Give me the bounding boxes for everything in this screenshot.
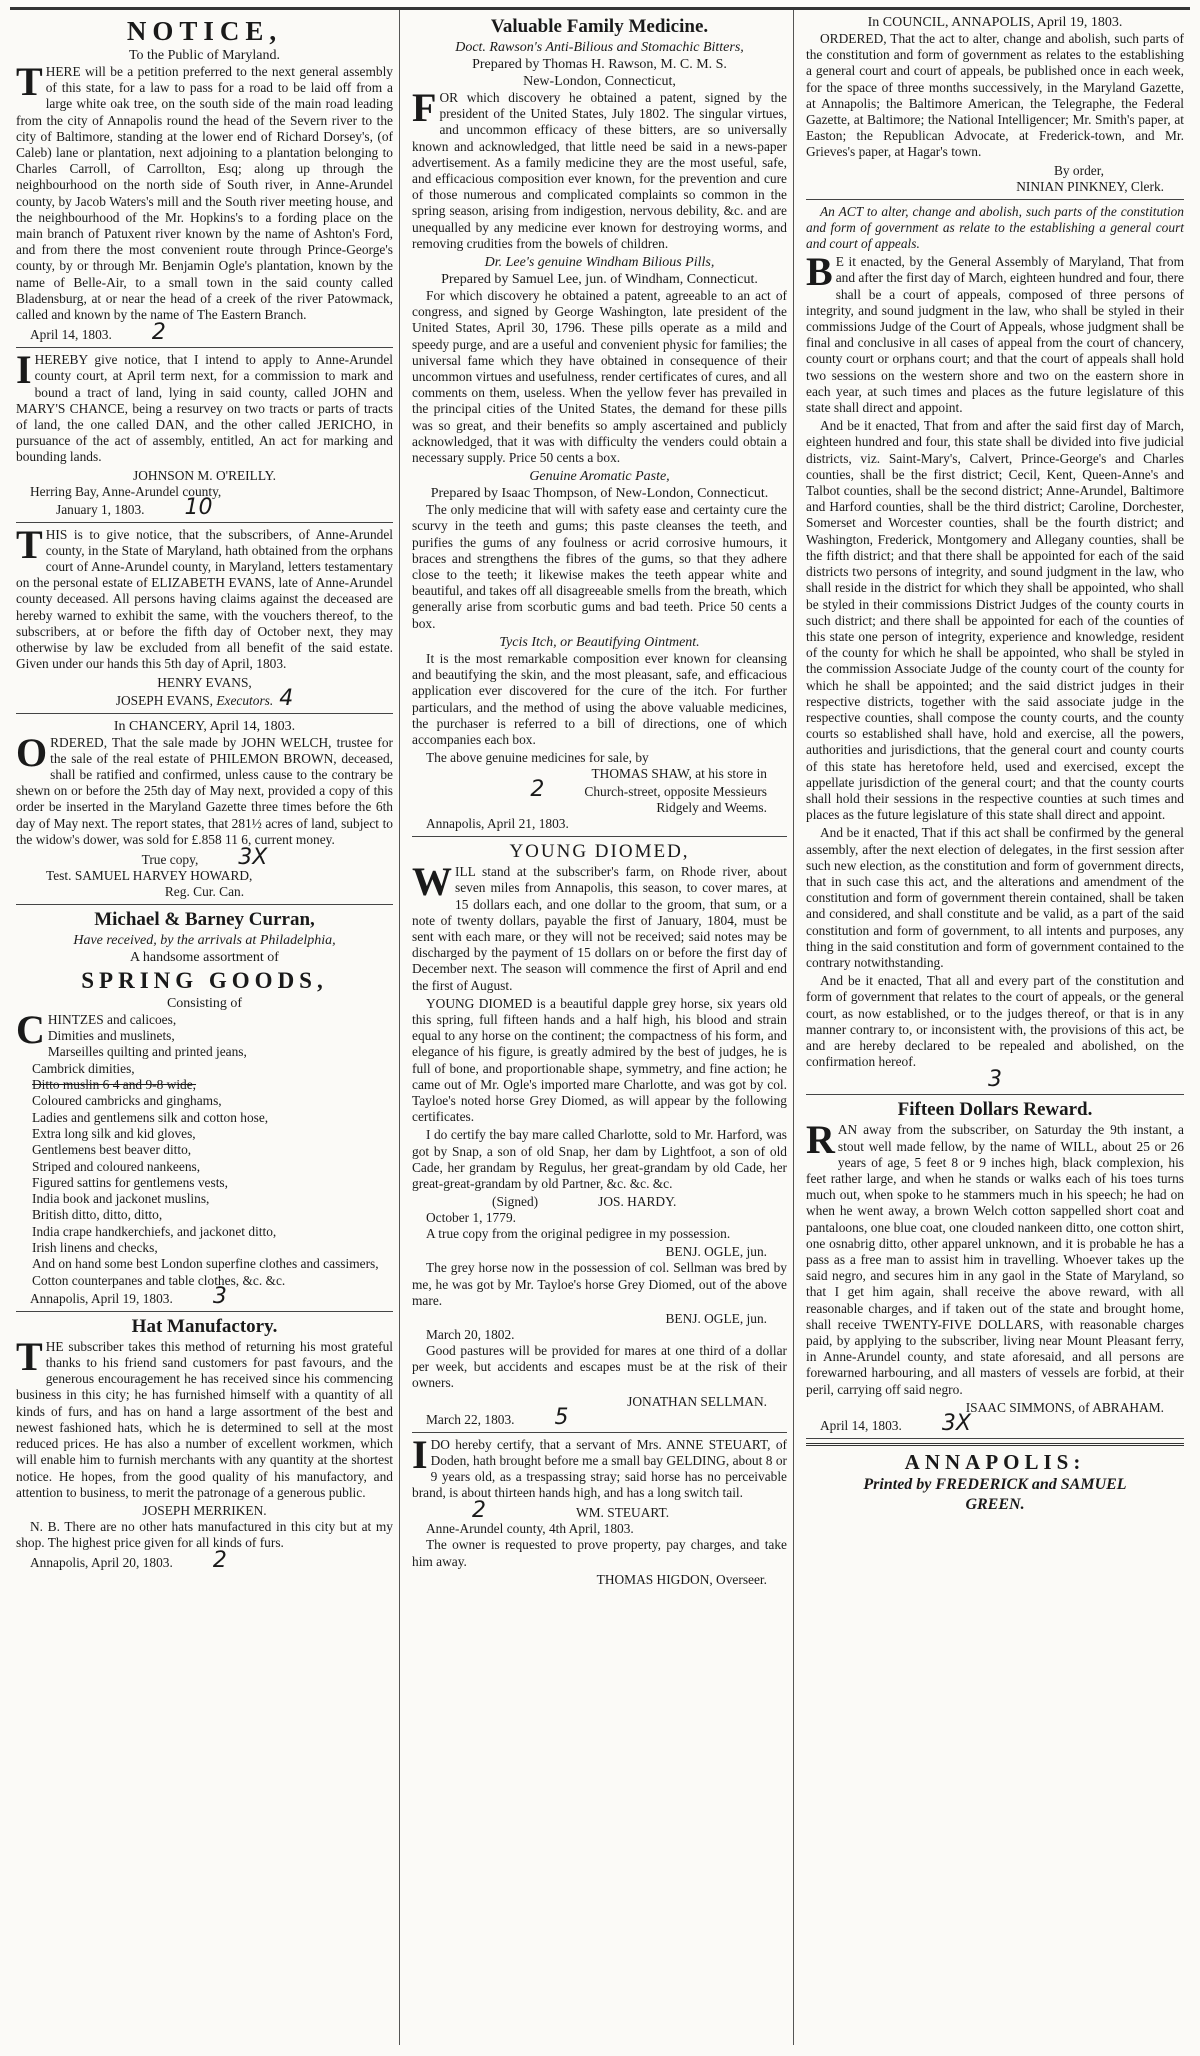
diomed-body-1: ILL stand at the subscriber's farm, on Rhode river, about seven miles from Annapolis, this season, to cover mares, at 15 dollars each, and one dollar to the groom, that sum, or a note of twenty dollars, payable the first of January, 1804, must be sent with each mare, or they will not be received; said notes may be discharged by the payment of 15 dollars on or before the first day of December next. The season will commence the first of April and end the first of August. [412, 864, 787, 993]
diomed-body-4: The grey horse now in the possession of col. Sellman was bred by me, he was got by Mr. Tayloe's horse Grey Diomed, out of the above mare. [412, 1260, 787, 1308]
list-item: Irish linens and checks, [32, 1239, 158, 1255]
medicine-date: Annapolis, April 21, 1803. [426, 816, 569, 832]
steuart-dropcap: I [412, 1431, 428, 1477]
curran-consisting: Consisting of [166, 995, 243, 1011]
diomed-body-2: YOUNG DIOMED is a beautiful dapple grey horse, six years old this spring, full fifteen hands and a half high, his blood and strain equal to any horse on the continent; the compactness of his form, and elegance of his figure, is greatly admired by the best of judges, he is full of bone, and proportionable shape, symmetry, and fine action; he came out of Mr. Ogle's imported mare Charlotte, and was got by col. Tayloe's noted horse Grey Diomed, as will appear by the following certificates. [412, 995, 787, 1125]
paste-title: Genuine Aromatic Paste, [529, 469, 670, 485]
steuart-body: DO hereby certify, that a servant of Mrs. ANNE STEUART, of Doden, hath brought before me a small bay GELDING, about 8 or 9 years old, as a trespassing stray; said horse has no perceivable brand, is about thirteen hands high, and has a long switch tail. [412, 1436, 787, 1501]
diomed-body-5: Good pastures will be provided for mares at one third of a dollar per week, but accidents and escapes must be at the risk of their owners. [412, 1342, 787, 1391]
medicine-sub-1: Doct. Rawson's Anti-Bilious and Stomachic Bitters, [455, 40, 744, 55]
paste-sub: Prepared by Isaac Thompson, of New-London, Connecticut. [430, 486, 769, 502]
list-item: And on hand some best London superfine clothes and cassimers, [32, 1256, 379, 1272]
council-body: ORDERED, That the act to alter, change and abolish, such parts of the constitution and form of government as relates to the establishing a general court and court of appeals, be published once in each week, for the space of three months successively, in the Maryland Gazette, at Annapolis; the Baltimore American, the Telegraphe, the Federal Gazette, at Baltimore; the National Intelligencer; Mr. Smith's paper, at Easton; the Republican Advocate, at Frederick-town, and Mr. Grieves's paper, at Hagar's town. [806, 31, 1184, 160]
oreilly-handwritten-mark: 10 [184, 494, 213, 520]
act-body-1: E it enacted, by the General Assembly of Maryland, That from and after the first day of March, eighteen hundred and four, there shall be a court of appeals, composed of three persons of integrity, and sound judgment in the law, who shall be styled in their commissions Judge of the Court of Appeals, whose judgment shall be final and conclusive in all cases of appeal from the court of chancery, county court or orphans court; and that the court of appeals shall hold two sessions on the western shore and two on the eastern shore in each year, at such times and places as the future legislature of this state shall direct and appoint. [806, 254, 1184, 416]
council-order [806, 14, 1184, 200]
oreilly-body: HEREBY give notice, that I intend to apply to Anne-Arundel county court, at April term next, for a commission to mark and bound a tract of land, lying in said county, called JOHN and MARY'S CHANCE, being a resurvey on two tracts or parts of tracts of land, the one called DAN, and the other called JERICHO, in pursuance of the act of assembly, entitled, An act for marking and bounding lands. [16, 352, 393, 465]
council-signer: NINIAN PINKNEY, Clerk. [1016, 178, 1164, 194]
medicine-dropcap: F [412, 85, 437, 130]
curran-spring-goods [16, 909, 393, 1312]
chancery-order [16, 718, 393, 905]
curran-goods-heading: SPRING GOODS, [81, 967, 328, 993]
list-item: British ditto, ditto, ditto, [32, 1207, 163, 1223]
hat-title: Hat Manufactory. [131, 1315, 278, 1337]
act-dropcap: B [806, 249, 833, 295]
medicine-title: Valuable Family Medicine. [490, 16, 709, 37]
list-item: Coloured cambricks and ginghams, [32, 1093, 222, 1109]
reward-body: AN away from the subscriber, on Saturday the 9th instant, a stout well made fellow, by the name of WILL, about 25 or 26 years of age, 5 feet 8 or 9 inches high, black complexion, his feet rather large, and when he stands or walks each of his toes turns much out, when spoke to he stammers much in his speech; he had on when he went away, a brown Welch cotton sappelled short coat and pantaloons, one blue coat, one clouded nankeen ditto, one cotton shirt, one osnabrig ditto, other apparel unknown, and it is probable he has a pass as a free man to assist him in travelling. Whoever takes up the said negro, and secures him in any gaol in the State of Maryland, so that I get him again, shall receive the above reward, with all reasonable charges, and if taken out of the state and brought home, shall receive TWENTY-FIVE DOLLARS, with reasonable charges paid, by applying to the subscriber, living near Mount Pleasant ferry, in Anne-Arundel county, and state aforesaid, and all persons are forewarned harbouring, and all masters of vessels are forbid, at their peril, carrying off said negro. [806, 1122, 1184, 1397]
evans-signer-2: JOSEPH EVANS, [115, 692, 213, 708]
medicine-sub-2: Prepared by Thomas H. Rawson, M. C. M. S. [472, 57, 727, 72]
evans-signer-1: HENRY EVANS, [157, 674, 252, 690]
hat-body: HE subscriber takes this method of returning his most grateful thanks to his friend sand customers for past favours, and the generous encouragement he has received since his commencing business in this city; he has furnished himself with a quantity of all kinds of furs, and has on hand a large assortment of the best and newest fashioned hats, which he is determined to sell at the most reduced prices. He has also a number of excellent workmen, which will enable him to furnish merchants with any quantity at the shortest notice. He hopes, from the good quality of his manufactory, and attention to business, to merit the patronage of a generous public. [16, 1338, 393, 1500]
curran-dropcap: C [16, 1006, 45, 1052]
notice-date: April 14, 1803. [30, 327, 112, 343]
hat-nb: N. B. There are no other hats manufactured in this city but at my shop. The highest price given for all kinds of furs. [16, 1518, 393, 1551]
list-item: Gentlemens best beaver ditto, [32, 1142, 192, 1158]
diomed-october: October 1, 1779. [426, 1210, 516, 1226]
diomed-body-3: I do certify the bay mare called Charlotte, sold to Mr. Harford, was got by Snap, a son of old Snap, her dam by Lightfoot, a son of old Cade, her grandam by Regulus, her great-grandam by old Cade, her great-great-grandam by old Partner, &c. &c. &c. [412, 1127, 787, 1191]
steuart-higdon: THOMAS HIGDON, Overseer. [596, 1571, 767, 1587]
lee-title: Dr. Lee's genuine Windham Bilious Pills, [484, 255, 715, 271]
diomed-title: YOUNG DIOMED, [509, 841, 690, 863]
printer-imprint [806, 1450, 1184, 1515]
evans-body: HIS is to give notice, that the subscribers, of Anne-Arundel county, in the State of Maryland, hath obtained from the orphans court of Anne-Arundel county, in Maryland, letters testamentary on the personal estate of ELIZABETH EVANS, late of Anne-Arundel county deceased. All persons having claims against the deceased are hereby warned to exhibit the same, with the vouchers thereof, to the subscribers, at or before the fifth day of October next, they may otherwise by law be excluded from all benefit of the said estate. Given under our hands this 5th day of April, 1803. [16, 526, 393, 672]
notice-subtitle: To the Public of Maryland. [128, 48, 281, 63]
act-body-3: And be it enacted, That if this act shall be confirmed by the general assembly, after the next election of delegates, in the first session after such new election, as the constitution and form of government directs, that in such case this act, and the alterations and amendment of the constitution and form of government therein contained, shall be taken and considered, and shall constitute and be valid, as a part of the said constitution and form of government, to all intents and purposes, any thing in the said constitution and form of government contained to the contrary notwithstanding. [806, 825, 1184, 970]
list-item: India book and jackonet muslins, [32, 1191, 210, 1207]
chancery-reg: Reg. Cur. Can. [164, 883, 245, 899]
evans-estate-notice [16, 521, 393, 714]
curran-handwritten-mark: 3 [212, 1283, 227, 1309]
list-item: India crape handkerchiefs, and jackonet ditto, [32, 1223, 277, 1239]
chancery-test: Test. SAMUEL HARVEY HOWARD, [46, 867, 253, 883]
diomed-signed: (Signed) [492, 1194, 539, 1210]
fifteen-dollars-reward [806, 1099, 1184, 1438]
list-item: Dimities and muslinets, [47, 1028, 175, 1044]
itch-title: Tycis Itch, or Beautifying Ointment. [499, 634, 700, 650]
medicine-sale: The above genuine medicines for sale, by [426, 750, 649, 766]
council-by-order: By order, [1053, 162, 1104, 178]
evans-dropcap: T [16, 521, 43, 567]
medicine-seller-2: Church-street, opposite Messieurs [584, 784, 767, 800]
diomed-march-22: March 22, 1803. [426, 1411, 515, 1427]
list-item: Cambrick dimities, [32, 1060, 135, 1076]
act-body-4: And be it enacted, That all and every part of the constitution and form of government that relates to the court of appeals, or the general court, as now established, or to the judges thereof, or that is in any manner contrary to, or inconsistent with, the provisions of this act, be and are hereby declared to be repealed and abolished, on the confirmation hereof. [806, 973, 1184, 1070]
act-body-2: And be it enacted, That from and after the said first day of March, eighteen hundred and four, this state shall be divided into five judicial districts, viz. Saint-Mary's, Calvert, Prince-George's and Charles counties, shall be the first district; Cecil, Kent, Queen-Anne's and Talbot counties, shall be the second district; Anne-Arundel, Baltimore and Harford counties, shall be the third district; Caroline, Dorchester, Somerset and Worcester counties, shall be the fourth district; and Washington, Frederick, Montgomery and Allegany counties, shall be the fifth district; and that there shall be appointed for each of the said districts two persons of integrity, and sound judgment in the law, who shall reside in the district for which they shall be appointed, who shall be styled in their commissions District Judges of the county courts in such district; and there shall be appointed for each of the counties of this state one person of integrity, experience and knowledge, resident of the county for which he shall be appointed, who shall be styled in the commission Associate Judge of the county court of the county for which he shall be appointed; and the said district judges in their respective districts, together with the said associate judge in the respective counties, shall compose the county courts, and the county courts so established shall have, hold and exercise, all the powers, authorities and jurisdictions, that the general court and county courts of this state has heretofore held, used and exercised, except the appellate jurisdiction of the general court; and that the county courts shall hold their sessions in the respective counties at such times and places as the future legislature of this state shall direct and appoint. [806, 418, 1184, 823]
diomed-ogle: BENJ. OGLE, jun. [665, 1244, 767, 1260]
medicine-body-1: OR which discovery he obtained a patent, signed by the president of the United States, July 1802. The singular virtues, and uncommon efficacy of these bitters, are so universally known and acknowledged, that little need be said in a news-paper advertisement. As a family medicine they are the most useful, safe, and efficacious composition ever known, for the prevention and cure of those numerous and complicated complaints so common in the spring season, arising from indigestion, nervous debility, &c. and are unequalled by any medicine ever known for destroying worms, and removing crudities from the bowels of children. [412, 90, 787, 251]
medicine-seller: THOMAS SHAW, at his store in [591, 766, 767, 782]
medicine-handwritten-mark: 2 [530, 777, 545, 803]
hat-dropcap: T [16, 1333, 43, 1379]
steuart-date: Anne-Arundel county, 4th April, 1803. [426, 1521, 634, 1537]
chancery-copy: True copy, [141, 851, 199, 867]
notice-dropcap: T [16, 59, 43, 104]
curran-date: Annapolis, April 19, 1803. [30, 1290, 173, 1306]
list-item: Cotton counterpanes and table clothes, &c. &c. [32, 1272, 286, 1288]
family-medicine-ad [412, 16, 787, 837]
list-item: Striped and coloured nankeens, [32, 1158, 201, 1174]
lee-sub: Prepared by Samuel Lee, jun. of Windham, Connecticut. [441, 272, 758, 288]
oreilly-signer: JOHNSON M. O'REILLY. [133, 467, 276, 483]
list-item: Ditto muslin 6 4 and 9-8 wide, [32, 1077, 197, 1093]
newspaper-page [10, 7, 1190, 2045]
notice-title: NOTICE, [126, 16, 283, 46]
steuart-owner: The owner is requested to prove property, pay charges, and take him away. [412, 1537, 787, 1569]
list-item: Extra long silk and kid gloves, [32, 1125, 196, 1141]
chancery-heading: In CHANCERY, April 14, 1803. [113, 718, 296, 734]
hat-signer: JOSEPH MERRIKEN. [142, 1502, 267, 1518]
evans-role: Executors. [216, 692, 274, 708]
list-item: Figured sattins for gentlemens vests, [32, 1174, 228, 1190]
diomed-copy: A true copy from the original pedigree in my possession. [426, 1226, 731, 1242]
diomed-sellman: JONATHAN SELLMAN. [627, 1393, 767, 1409]
medicine-body-4: It is the most remarkable composition ever known for cleansing and beautifying the skin, and the most pleasant, safe, and efficacious application ever discovered for the cure of the itch. For further particulars, and the method of using the above valuable medicines, the purchaser is referred to a bill of directions, one of which accompanies each box. [412, 650, 787, 747]
column-2 [406, 10, 794, 2045]
notice-handwritten-mark: 2 [151, 320, 166, 346]
hat-manufactory [16, 1316, 393, 1575]
chancery-dropcap: O [16, 729, 48, 775]
reward-date: April 14, 1803. [820, 1417, 902, 1433]
evans-handwritten-mark: 4 [279, 685, 294, 711]
reward-dropcap: R [806, 1117, 835, 1163]
constitution-act [806, 204, 1184, 1096]
act-title: An ACT to alter, change and abolish, such parts of the constitution and form of government as relate to the establishing a general court and court of appeals. [806, 203, 1184, 252]
list-item: Ladies and gentlemens silk and cotton hose, [32, 1109, 269, 1125]
column-1 [10, 10, 400, 2045]
diomed-handwritten-mark: 5 [554, 1404, 569, 1430]
medicine-body-2: For which discovery he obtained a patent, agreeable to an act of congress, and signed by George Washington, late president of the United States, April 30, 1796. These pills operate as a mild and speedy purge, and are a useful and convenient physic for families; the universal fame which they have obtained in consequence of their uncommon virtues and usefulness, render certificates of cures, and all comments on them, useless. When the yellow fever has prevailed in the principal cities of the United States, the demand for these pills was so great, and their benefits so amply ascertained and publicly acknowledged, that it was with difficulty the venders could obtain a necessary supply. Price 50 cents a box. [412, 288, 787, 466]
hat-date: Annapolis, April 20, 1803. [30, 1555, 173, 1571]
list-item: Marseilles quilting and printed jeans, [47, 1044, 247, 1060]
diomed-hardy: JOS. HARDY. [598, 1194, 677, 1210]
curran-line-2: A handsome assortment of [130, 949, 279, 965]
curran-title: Michael & Barney Curran, [94, 908, 315, 930]
curran-first-item: HINTZES and calicoes, [47, 1011, 177, 1027]
column-3 [800, 10, 1190, 2045]
diomed-dropcap: W [412, 859, 452, 905]
steuart-signer: WM. STEUART. [576, 1505, 670, 1521]
medicine-sub-3: New-London, Connecticut, [523, 74, 676, 89]
diomed-ogle-2: BENJ. OGLE, jun. [665, 1310, 767, 1326]
imprint-printer-2: GREEN. [965, 1495, 1025, 1513]
oreilly-place: Herring Bay, Anne-Arundel county, [30, 483, 222, 499]
curran-items-list [16, 1028, 393, 1289]
oreilly-date: January 1, 1803. [56, 501, 145, 517]
steuart-handwritten-mark: 2 [472, 1498, 486, 1524]
act-handwritten-mark: 3 [988, 1067, 1002, 1093]
young-diomed-ad [412, 841, 787, 1432]
chancery-body: RDERED, That the sale made by JOHN WELCH, trustee for the sale of the real estate of PHILEMON BROWN, deceased, shall be ratified and confirmed, unless cause to the contrary be shewn on or before the 25th day of May next, provided a copy of this order be inserted in the Maryland Gazette three times before the 6th day of May next. The report states, that 281½ acres of land, subject to the widow's dower, was sold for £.858 11 6, current money. [16, 734, 393, 847]
imprint-rule [806, 1443, 1184, 1446]
reward-signer: ISAAC SIMMONS, of ABRAHAM. [965, 1399, 1164, 1415]
diomed-march-20: March 20, 1802. [426, 1326, 515, 1342]
curran-line-1: Have received, by the arrivals at Philadelphia, [73, 932, 336, 948]
notice-body: HERE will be a petition preferred to the next general assembly of this state, for a law to pass for a road to be laid off from a large white oak tree, on the south side of the main road leading from the city of Annapolis round the head of the Severn river to the city of Baltimore, standing at the lower end of Richard Dorsey's, (of Caleb) lane or plantation, next adjoining to a plantation belonging to Charles Carroll, of Carrollton, Esq; along up through the neighbourhood on the north side of South river, in Anne-Arundel county, by Jacob Waters's mill and the South river meeting house, and the neighbourhood of the Mr. Hopkins's to a fording place on the main branch of Patuxent river known by the name of Ashton's Ford, and from there the most convenient route through Prince-George's county, by or through Mr. Benjamin Ogle's plantation, known by the name of Belle-Air, to a small town in the said county called Bladensburg, at or near the head of a creek of the river Patowmack, called and known by the name of The Eastern Branch. [16, 64, 393, 323]
council-heading: In COUNCIL, ANNAPOLIS, April 19, 1803. [867, 15, 1123, 30]
hat-handwritten-mark: 2 [212, 1548, 227, 1574]
steuart-stray-notice [412, 1431, 787, 1592]
notice-road-petition [16, 16, 393, 348]
reward-handwritten-mark: 3X [941, 1410, 971, 1436]
reward-title: Fifteen Dollars Reward. [897, 1099, 1093, 1121]
oreilly-dropcap: I [16, 347, 32, 393]
chancery-handwritten-mark: 3X [238, 844, 268, 870]
medicine-seller-3: Ridgely and Weems. [656, 800, 767, 816]
imprint-city: ANNAPOLIS: [904, 1449, 1086, 1474]
oreilly-notice [16, 347, 393, 522]
medicine-body-3: The only medicine that will with safety ease and certainty cure the scurvy in the teeth and gums; this paste cleanses the teeth, and purifies the gums of any foulness or acrid corrosive humours, it braces and strengthens the fibres of the gums, so that they adhere close to the teeth; it likewise makes the teeth appear white and beautiful, and takes off all disagreeable smells from the breath, which generally arise from scorbutic gums and bad teeth. Price 50 cents a box. [412, 502, 787, 631]
imprint-printer-1: Printed by FREDERICK and SAMUEL [863, 1475, 1127, 1493]
